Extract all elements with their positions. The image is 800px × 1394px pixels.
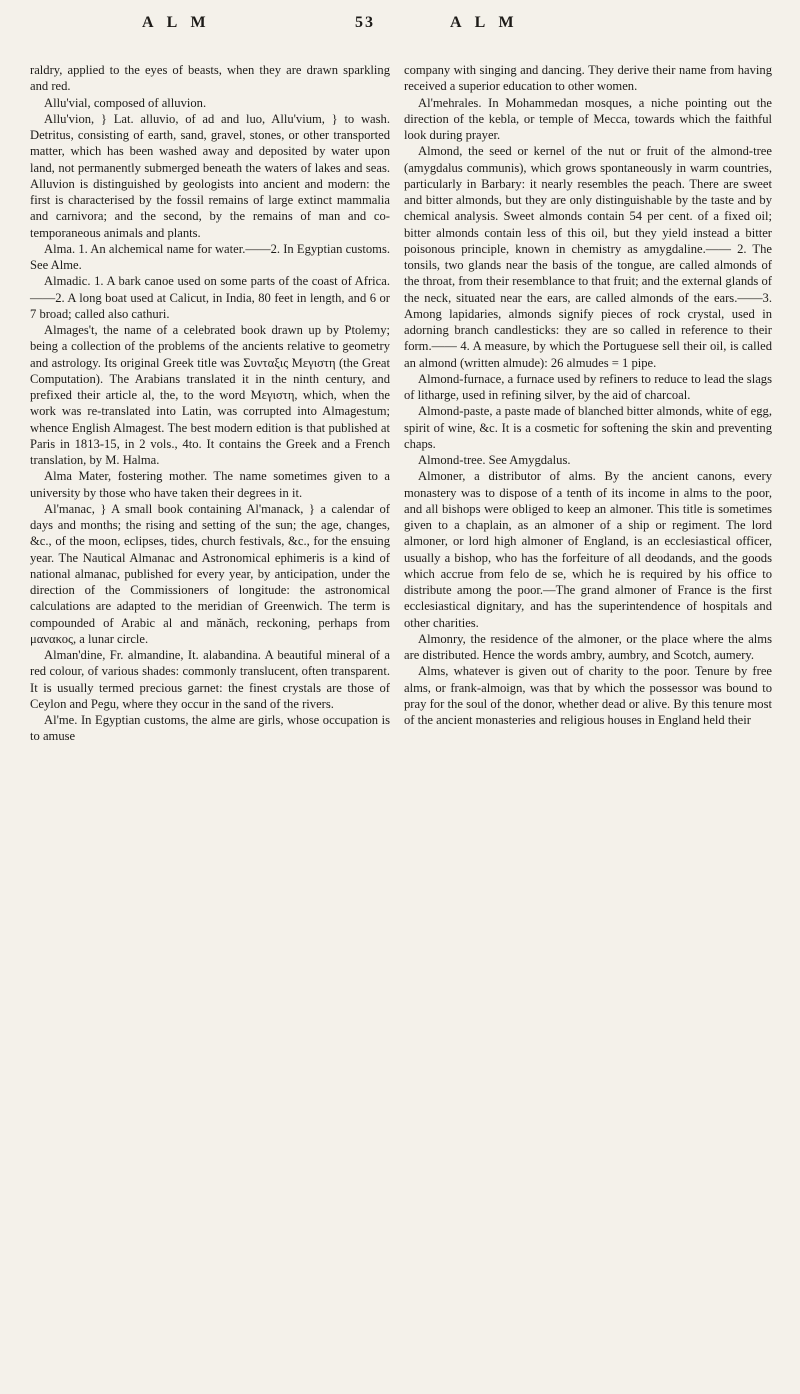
entry-paragraph: Almonry, the residence of the almoner, or the place where the alms are distributed. Hence the words ambry, aumbry, and Scotch, aumery. bbox=[404, 631, 772, 662]
entry-paragraph: Alms, whatever is given out of charity to the poor. Tenure by free alms, or frank-almoign, was that by which the possessor was bound to pray for the soul of the donor, whether dead or alive. By this tenure most of the ancient monasteries and religious houses in England held their bbox=[404, 664, 772, 727]
entry-paragraph: Alma Mater, fostering mother. The name sometimes given to a university by those who have taken their degrees in it. bbox=[30, 469, 390, 500]
left-column bbox=[30, 62, 390, 745]
entry-paragraph: company with singing and dancing. They derive their name from having received a superior education to other women. bbox=[404, 63, 772, 94]
entry-paragraph: Al'me. In Egyptian customs, the alme are girls, whose occupation is to amuse bbox=[30, 713, 390, 744]
entry-paragraph: Almond-furnace, a furnace used by refiners to reduce to lead the slags of litharge, used in refining silver, by the aid of charcoal. bbox=[404, 371, 772, 402]
entry-paragraph: Allu'vion, } Lat. alluvio, of ad and luo, Allu'vium, } to wash. Detritus, consisting of earth, sand, gravel, stones, or other transported matter, which has been washed away and deposited by water upon land, not permanently submerged beneath the waters of lakes and seas. Alluvion is distinguished by geologists into ancient and modern: the first is characterised by the fossil remains of large extinct mammalia and carnivora; and the second, by the remains of man and co-temporaneous animals and plants. bbox=[30, 111, 390, 240]
entry-paragraph: Allu'vial, composed of alluvion. bbox=[44, 95, 207, 110]
text-columns bbox=[30, 62, 772, 745]
running-header bbox=[30, 14, 772, 38]
entry-paragraph: Almadic. 1. A bark canoe used on some parts of the coast of Africa.——2. A long boat used at Calicut, in India, 80 feet in length, and 6 or 7 broad; called also cathuri. bbox=[30, 274, 390, 321]
entry-paragraph: Almond-paste, a paste made of blanched bitter almonds, white of egg, spirit of wine, &c. It is a cosmetic for softening the skin and preventing chaps. bbox=[404, 404, 772, 451]
entry-paragraph: Al'mehrales. In Mohammedan mosques, a niche pointing out the direction of the kebla, or temple of Mecca, towards which the faithful look during prayer. bbox=[404, 95, 772, 142]
entry-paragraph: Almond, the seed or kernel of the nut or fruit of the almond-tree (amygdalus communis), which grows spontaneously in warm countries, particularly in Barbary: it nearly resembles the peach. There are sweet and bitter almonds, but they are only distinguishable by the taste and by chemical analysis. Sweet almonds contain 54 per cent. of a fixed oil; bitter almonds contain less of this oil, but they yield instead a bitter poisonous principle, known in chemistry as amygdaline.—— 2. The tonsils, two glands near the basis of the tongue, are called almonds of the throat, from their resemblance to that fruit; and the external glands of the neck, situated near the ears, are called almonds of the ears.——3. Among lapidaries, almonds signify pieces of rock crystal, used in adorning branch candlesticks: they are so called in reference to their form.—— 4. A measure, by which the Portuguese sell their oil, is called an almond (written almude): 26 almudes = 1 pipe. bbox=[404, 144, 772, 370]
header-left-guideword: A L M bbox=[142, 14, 211, 31]
entry-paragraph: Alma. 1. An alchemical name for water.——2. In Egyptian customs. See Alme. bbox=[30, 241, 390, 272]
entry-paragraph: Almages't, the name of a celebrated book drawn up by Ptolemy; being a collection of the problems of the ancients relative to geometry and astrology. Its original Greek title was Συνταξις Μεγιστη (the Great Computation). The Arabians translated it in the ninth century, and prefixed their article al, the, to the word Μεγιστη, which, when the work was re-translated into Latin, was corrupted into Almagestum; whence English Almagest. The best modern edition is that published at Paris in 1813-15, in 2 vols., 4to. It contains the Greek and a French translation, by M. Halma. bbox=[30, 323, 390, 467]
page-number: 53 bbox=[355, 14, 375, 31]
entry-paragraph: Al'manac, } A small book containing Al'manack, } a calendar of days and months; the rising and setting of the sun; the age, changes, &c., of the moon, eclipses, tides, church festivals, &c., for the ensuing year. The Nautical Almanac and Astronomical ephimeris is a kind of national almanac, published for every year, by anticipation, under the direction of the Commissioners of longitude: the astronomical calculations are adapted to the meridian of Greenwich. The term is compounded of Arabic al and mănăch, reckoning, perhaps from μανακος, a lunar circle. bbox=[30, 501, 390, 646]
entry-paragraph: Almond-tree. See Amygdalus. bbox=[418, 453, 571, 467]
entry-paragraph: raldry, applied to the eyes of beasts, when they are drawn sparkling and red. bbox=[30, 63, 390, 94]
entry-paragraph: Almoner, a distributor of alms. By the ancient canons, every monastery was to dispose of a tenth of its income in alms to the poor, and all bishops were obliged to keep an almoner. This title is sometimes given to a chaplain, as an almoner of a ship or regiment. The lord almoner, or lord high almoner of England, is an ecclesiastical officer, usually a bishop, who has the forfeiture of all deodands, and the goods which accrue from felo de se, which he is required by his office to distribute among the poor.—The grand almoner of France is the first ecclesiastical dignitary, and has the superintendence of hospitals and other charities. bbox=[404, 469, 772, 630]
right-column bbox=[404, 62, 772, 745]
header-right-guideword: A L M bbox=[450, 14, 519, 31]
entry-paragraph: Alman'dine, Fr. almandine, It. alabandina. A beautiful mineral of a red colour, of various shades: commonly translucent, often transparent. It is usually termed precious garnet: the finest crystals are those of Ceylon and Pegu, where they occur in the sand of the rivers. bbox=[30, 648, 390, 711]
